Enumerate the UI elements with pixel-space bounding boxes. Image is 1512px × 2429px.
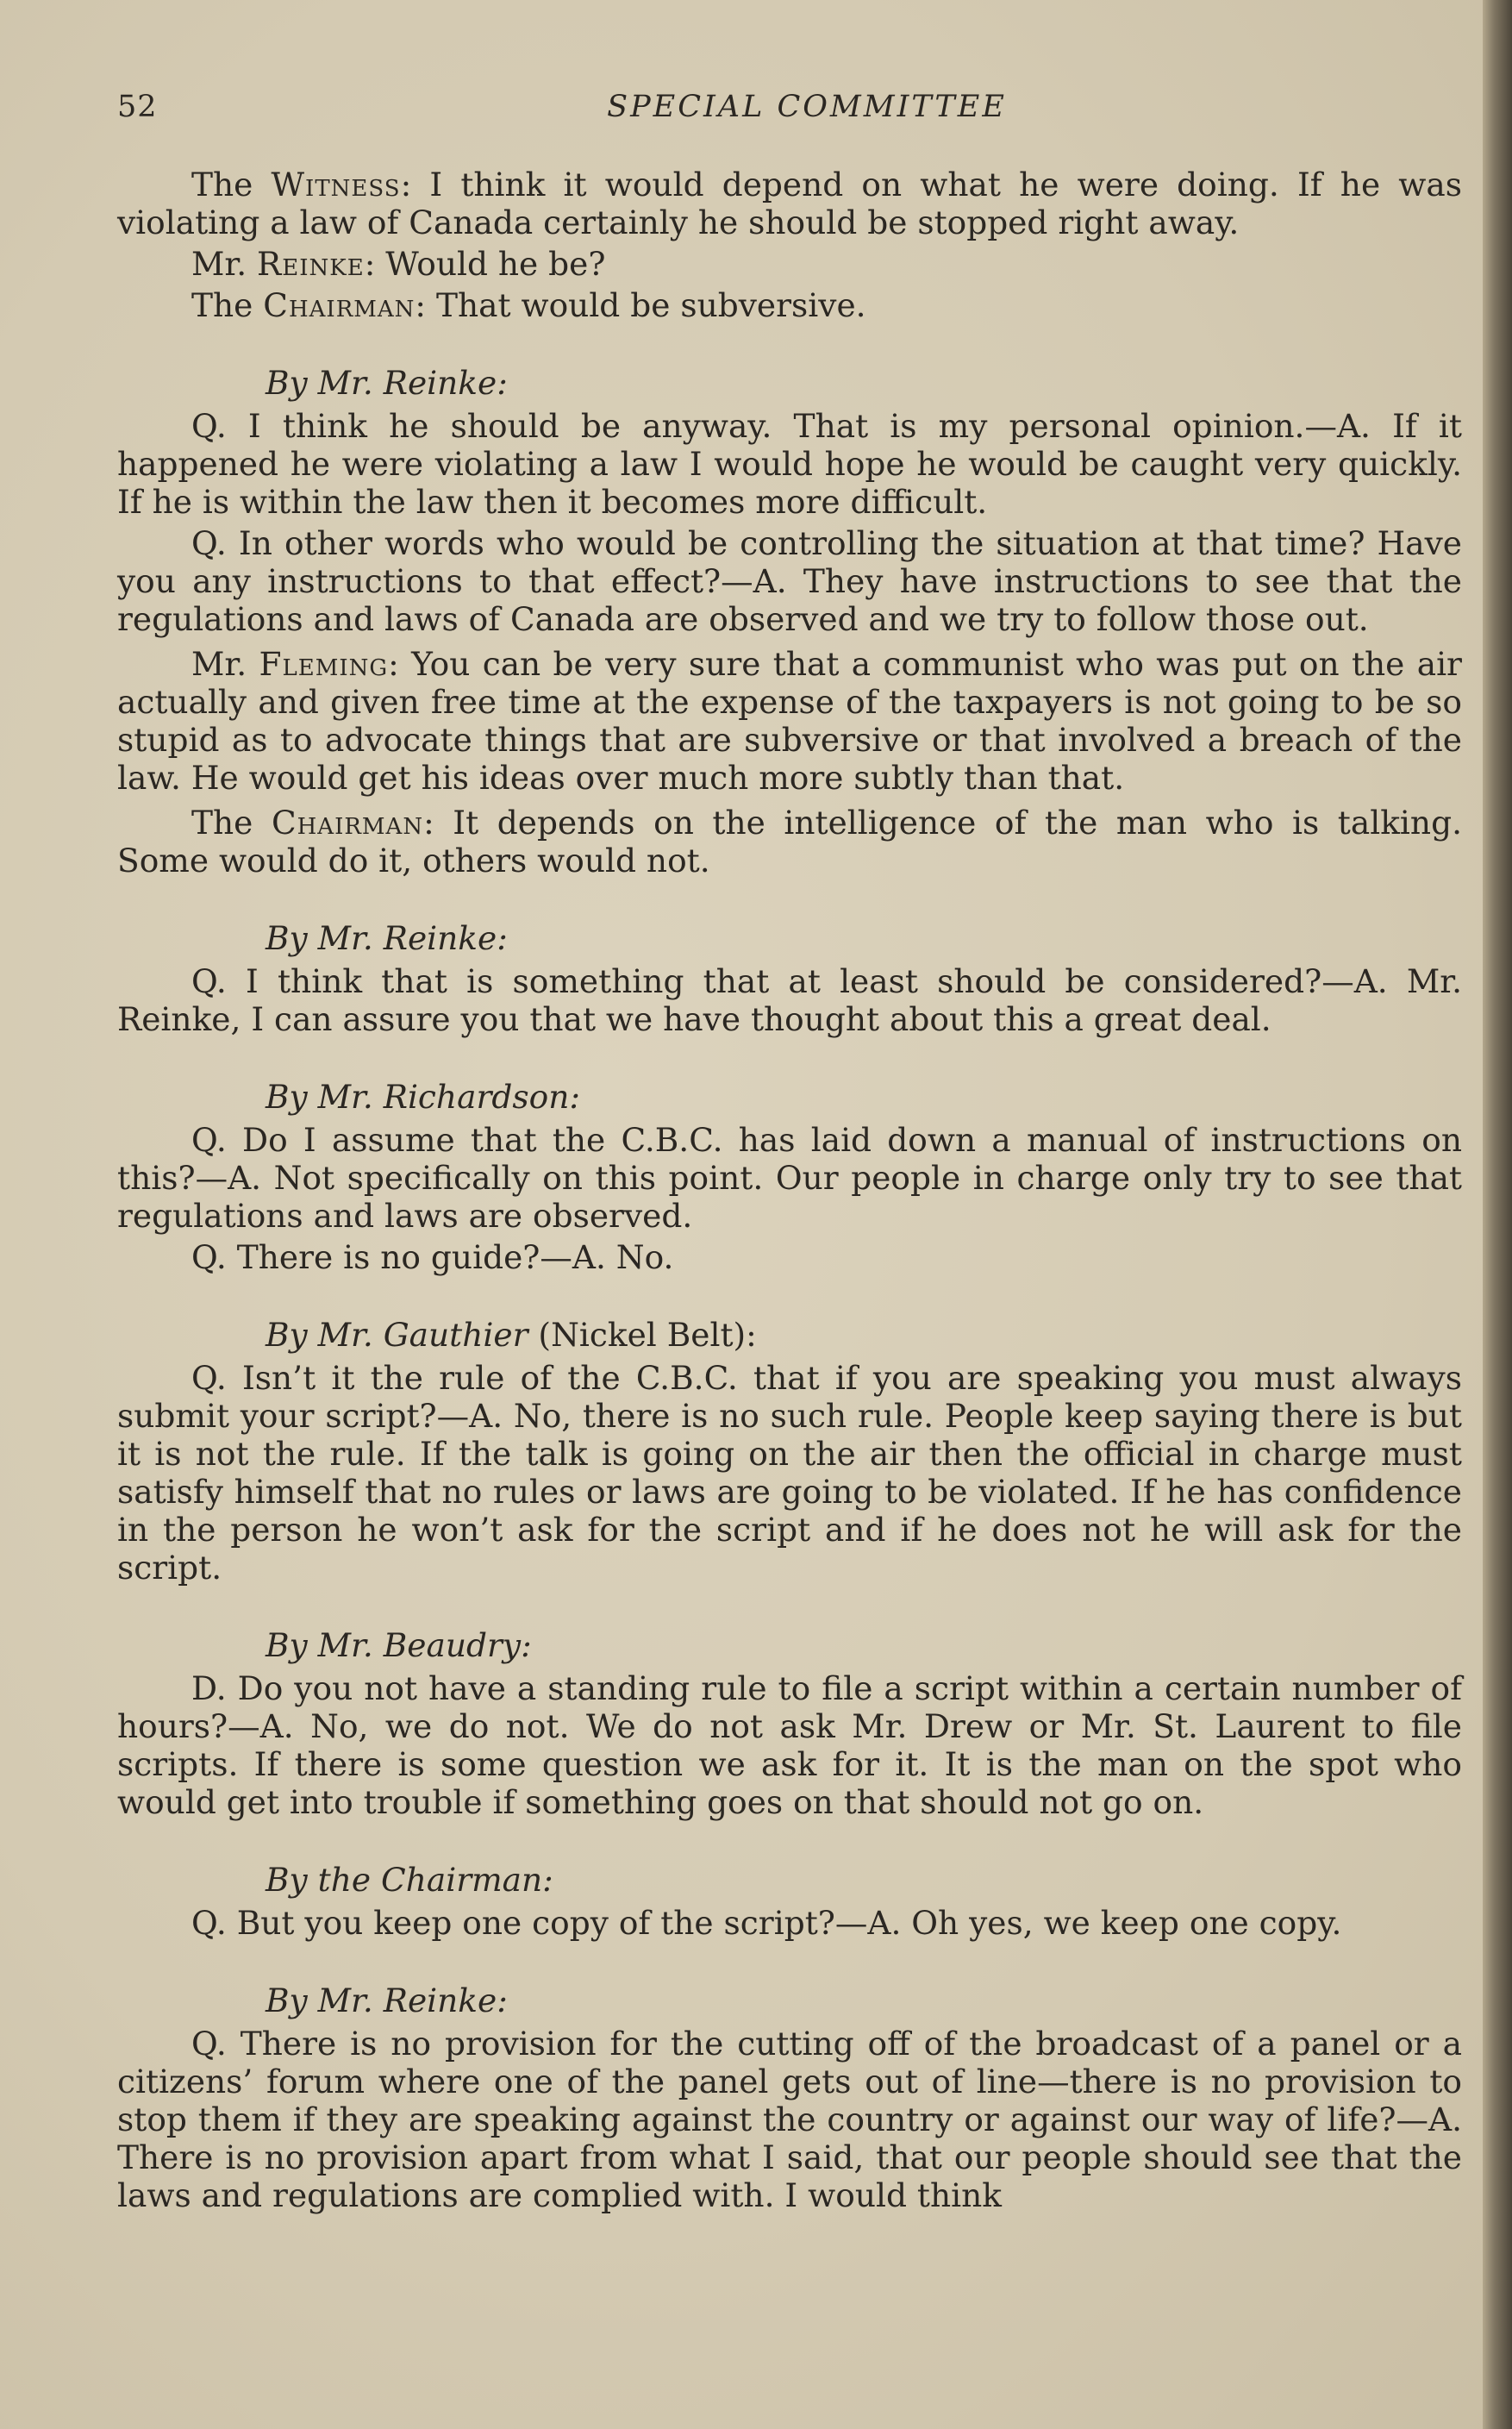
speaker-name: Reinke [257,245,365,283]
paragraph-text: : It depends on the intelligence of the man who is talking. Some would do it, others would not. [117,804,1462,880]
examiner-heading: By Mr. Reinke: [266,1981,508,2019]
page-number: 52 [117,90,158,124]
examiner-heading [117,1316,1462,1354]
speaker-prefix: Mr. [191,645,259,683]
paragraph-chairman-remark [117,286,1462,324]
paragraph-qa: Q. There is no guide?—A. No. [191,1238,674,1276]
paragraph-fleming-remark [117,645,1462,797]
paragraph-text: : You can be very sure that a communist who was put on the air actually and given free time at the expense of the taxpayers is not going to be so stupid as to advocate things that are subversive or that involved a breach of the law. He would get his ideas over much more subtly than that. [117,645,1462,797]
page-header [117,90,1462,133]
paragraph-qa: Q. There is no provision for the cutting off of the broadcast of a panel or a citizens’ forum where one of the panel gets out of line—there is no provision to stop them if they are speaking against the country or against our way of life?—A. There is no provision apart from what I said, that our people should see that the laws and regulations are complied with. I would think [117,2025,1462,2214]
paragraph-reinke-question [117,245,1462,283]
examiner-heading: By Mr. Reinke: [266,364,508,402]
speaker-prefix: Mr. [191,245,258,283]
speaker-prefix: The [191,804,272,842]
speaker-name: Witness [271,166,401,203]
paragraph-qa: Q. Isn’t it the rule of the C.B.C. that if you are speaking you must always submit your script?—A. No, there is no such rule. People keep saying there is but it is not the rule. If the talk is going on the air then the official in charge must satisfy himself that no rules or laws are going to be violated. If he has confidence in the person he won’t ask for the script and if he does not he will ask for the script. [117,1359,1462,1587]
examiner-heading: By Mr. Richardson: [266,1078,580,1116]
examiner-heading: By Mr. Reinke: [266,919,508,957]
paragraph-qa: D. Do you not have a standing rule to file a script within a certain number of hours?—A. No, we do not. We do not ask Mr. Drew or Mr. St. Laurent to file scripts. If there is some question we ask for it. It is the man on the spot who would get into trouble if something goes on that should not go on. [117,1669,1462,1821]
speaker-name: Chairman [271,804,424,842]
paragraph-qa: Q. I think he should be anyway. That is my personal opinion.—A. If it happened he were violating a law I would hope he would be caught very quickly. If he is within the law then it becomes more difficult. [117,407,1462,521]
paragraph-witness-statement [117,166,1462,241]
running-head: SPECIAL COMMITTEE [607,90,1007,124]
paragraph-qa: Q. In other words who would be controlling the situation at that time? Have you any instructions to that effect?—A. They have instructions to see that the regulations and laws of Canada are observed and we try to follow those out. [117,524,1462,638]
speaker-name: Chairman [263,286,415,324]
speaker-prefix: The [191,166,272,203]
paragraph-qa: Q. I think that is something that at least should be considered?—A. Mr. Reinke, I can assure you that we have thought about this a great deal. [117,962,1462,1038]
examiner-riding: (Nickel Belt): [528,1316,757,1354]
examiner-name: By Mr. Gauthier [266,1316,528,1354]
paragraph-text: : That would be subversive. [415,286,866,324]
paragraph-text: : I think it would depend on what he were doing. If he was violating a law of Canada certainly he should be stopped right away. [117,166,1462,241]
speaker-name: Fleming [259,645,389,683]
body-text [117,166,1462,2221]
paragraph-text: : Would he be? [364,245,606,283]
book-spine-shadow [1483,0,1512,2429]
speaker-prefix: The [191,286,264,324]
paragraph-chairman-remark [117,804,1462,880]
paragraph-qa: Q. Do I assume that the C.B.C. has laid down a manual of instructions on this?—A. Not specifically on this point. Our people in charge only try to see that regulations and laws are observed. [117,1121,1462,1235]
paragraph-qa: Q. But you keep one copy of the script?—A. Oh yes, we keep one copy. [191,1904,1342,1942]
examiner-heading: By Mr. Beaudry: [266,1626,532,1664]
examiner-heading: By the Chairman: [266,1861,553,1899]
